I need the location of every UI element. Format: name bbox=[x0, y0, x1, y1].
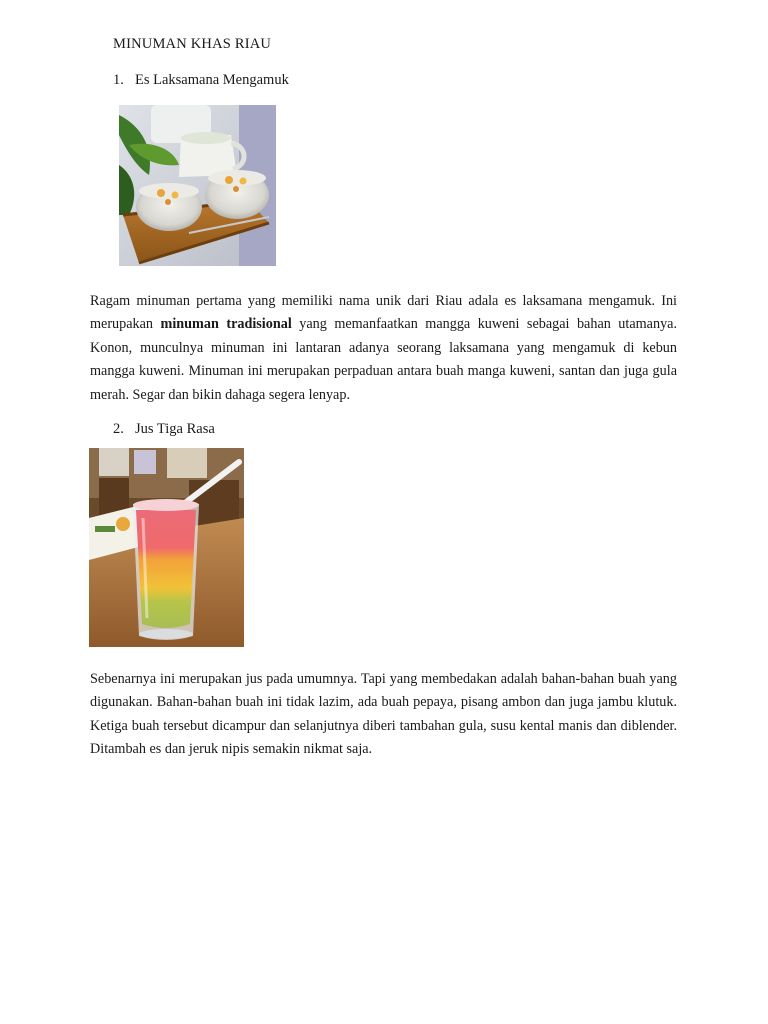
item-heading-es-laksamana bbox=[113, 72, 289, 89]
paragraph-text: yang memanfaatkan mangga kuweni sebagai bahan utamanya. Konon, munculnya minuman ini lantaran adanya seorang laksamana yang mengamuk di kebun mangga kuweni. Minuman ini merupakan perpaduan antara buah manga kuweni, santan dan juga gula merah. Segar dan bikin dahaga segera lenyap. bbox=[90, 316, 678, 403]
document-title: MINUMAN KHAS RIAU bbox=[113, 36, 272, 52]
es-laksamana-mengamuk-photo bbox=[119, 105, 276, 266]
jus-tiga-rasa-photo bbox=[89, 448, 244, 647]
paragraph-text: Ragam minuman pertama yang memiliki nama unik dari Riau adala es laksamana mengamuk. Ini merupakan bbox=[90, 293, 677, 333]
paragraph-es-laksamana bbox=[90, 290, 677, 407]
item-title: Es Laksamana Mengamuk bbox=[135, 72, 289, 88]
item-number: 2. bbox=[113, 421, 124, 437]
item-title: Jus Tiga Rasa bbox=[135, 421, 215, 437]
item-heading-jus-tiga-rasa bbox=[113, 421, 215, 438]
paragraph-bold-text: minuman tradisional bbox=[160, 316, 292, 333]
paragraph-jus-tiga-rasa: Sebenarnya ini merupakan jus pada umumnya. Tapi yang membedakan adalah bahan-bahan buah yang digunakan. Bahan-bahan buah ini tidak lazim, ada buah pepaya, pisang ambon dan juga jambu klutuk. Ketiga buah tersebut dicampur dan selanjutnya diberi tambahan gula, susu kental manis dan diblender. Ditambah es dan jeruk nipis semakin nikmat saja. bbox=[90, 671, 677, 758]
item-number: 1. bbox=[113, 72, 124, 88]
